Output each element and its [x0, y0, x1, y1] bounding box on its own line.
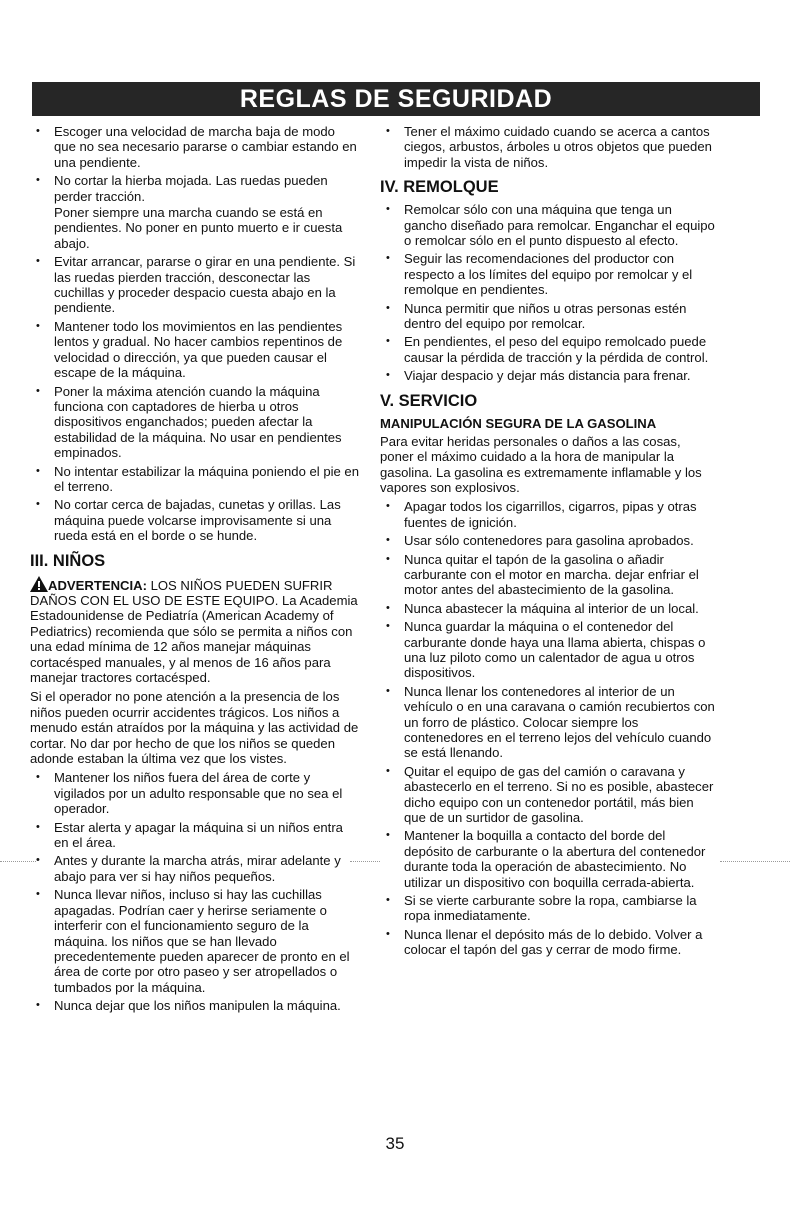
fold-line-right: [720, 861, 790, 862]
list-item: • Nunca guardar la máquina o el contenedor del carburante donde haya una llama abierta, chispas o una luz piloto como un calentador de agua u otros dispositivos.: [380, 619, 715, 681]
continuation-text: Poner siempre una marcha cuando se está en pendientes. No poner en punto muerto e ir cuesta abajo.: [54, 205, 343, 251]
title-banner: [32, 82, 760, 116]
bullet-list: [380, 124, 715, 170]
list-item: • Si se vierte carburante sobre la ropa, cambiarse la ropa inmediatamente.: [380, 893, 715, 924]
list-item: • No cortar la hierba mojada. Las ruedas pueden perder tracción.: [30, 173, 360, 204]
list-item: • Nunca permitir que niños u otras personas estén dentro del equipo por remolcar.: [380, 301, 715, 332]
list-item: • No intentar estabilizar la máquina poniendo el pie en el terreno.: [30, 464, 360, 495]
list-item: • Usar sólo contenedores para gasolina aprobados.: [380, 533, 715, 548]
warning-text: LOS NIÑOS PUEDEN SUFRIR DAÑOS CON EL USO DE ESTE EQUIPO. La Academia Estadounidense de Pediatría (American Academy of Pediatrics) recomienda que sólo se permita a niños con una edad mínima de 12 años manejar máquinas cortacésped manuales, y al menos de 16 años para manejar tractores cortacésped.: [30, 577, 358, 685]
list-item: • Nunca llenar los contenedores al interior de un vehículo o en una caravana o camión recubiertos con un forro de plástico. Colocar siempre los contenedores en el terreno lejos del vehículo cuando se está llenando.: [380, 684, 715, 761]
bullet-list: [380, 202, 715, 383]
list-item: • Viajar despacio y dejar más distancia para frenar.: [380, 368, 715, 383]
page-title: REGLAS DE SEGURIDAD: [239, 84, 553, 113]
list-item: • Tener el máximo cuidado cuando se acerca a cantos ciegos, arbustos, árboles u otros objetos que pueden impedir la vista de niños.: [380, 124, 715, 170]
list-item: • Nunca abastecer la máquina al interior de un local.: [380, 601, 715, 616]
subsection-heading: MANIPULACIÓN SEGURA DE LA GASOLINA: [380, 415, 657, 431]
list-item: • En pendientes, el peso del equipo remolcado puede causar la pérdida de tracción y la pérdida de control.: [380, 334, 715, 365]
list-item: • Mantener la boquilla a contacto del borde del depósito de carburante o la abertura del contenedor durante toda la operación de abastecimiento. No utilizar un dispositivo con boquilla cerrada-abierta.: [380, 828, 715, 890]
list-item: • Nunca quitar el tapón de la gasolina o añadir carburante con el motor en marcha. dejar enfriar el motor antes del abastecimiento de la gasolina.: [380, 552, 715, 598]
page-number: 35: [385, 1134, 405, 1153]
bullet-list: [30, 254, 360, 543]
list-item: • Escoger una velocidad de marcha baja de modo que no sea necesario pararse o cambiar estando en una pendiente.: [30, 124, 360, 170]
list-item: • Nunca dejar que los niños manipulen la máquina.: [30, 998, 360, 1013]
list-item: • Remolcar sólo con una máquina que tenga un gancho diseñado para remolcar. Enganchar el equipo o remolcar sólo en el punto dispuesto al efecto.: [380, 202, 715, 248]
bullet-list: [30, 770, 360, 1013]
list-item: • Estar alerta y apagar la máquina si un niños entra en el área.: [30, 820, 360, 851]
list-item: • Nunca llevar niños, incluso si hay las cuchillas apagadas. Podrían caer y herirse seriamente o interferir con el funcionamiento seguro de la máquina. los niños que se han llevado precedentemente pueden aparecer de pronto en el área de corte por otro paseo y ser atropellados o tumbados por la máquina.: [30, 887, 360, 995]
bullet-list: [380, 499, 715, 957]
section-heading-ninos: III. NIÑOS: [30, 551, 106, 570]
list-item: • Apagar todos los cigarrillos, cigarros, pipas y otras fuentes de ignición.: [380, 499, 715, 530]
warning-triangle-icon: [30, 576, 48, 592]
list-item: • Poner la máxima atención cuando la máquina funciona con captadores de hierba u otros dispositivos enganchados; pueden afectar la estabilidad de la máquina. No usar en pendientes empinados.: [30, 384, 360, 461]
list-item: • Quitar el equipo de gas del camión o caravana y abastecerlo en el terreno. Si no es posible, abastecer dicho equipo con un contenedor portátil, más bien que de un surtidor de gasolina.: [380, 764, 715, 826]
list-item: • Nunca llenar el depósito más de lo debido. Volver a colocar el tapón del gas y cerrar de modo firme.: [380, 927, 715, 958]
list-item: • Antes y durante la marcha atrás, mirar adelante y abajo para ver si hay niños pequeños.: [30, 853, 360, 884]
list-item: • Mantener los niños fuera del área de corte y vigilados por un adulto responsable que no sea el operador.: [30, 770, 360, 816]
list-item: • Evitar arrancar, pararse o girar en una pendiente. Si las ruedas pierden tracción, desconectar las cuchillas y proceder despacio cuesta abajo en la pendiente.: [30, 254, 360, 316]
section-heading-servicio: V. SERVICIO: [380, 391, 478, 410]
list-item: • Seguir las recomendaciones del productor con respecto a los límites del equipo por remolcar y el remolque en pendientes.: [380, 251, 715, 297]
paragraph: Para evitar heridas personales o daños a las cosas, poner el máximo cuidado a la hora de manipular la gasolina. La gasolina es extremamente inflamable y los vapores son explosivos.: [380, 433, 702, 495]
left-column: [30, 124, 360, 1017]
section-heading-remolque: IV. REMOLQUE: [380, 178, 499, 197]
right-column: [380, 124, 715, 961]
paragraph: Si el operador no pone atención a la presencia de los niños pueden ocurrir accidentes trágicos. Los niños a menudo están atraídos por la máquina y las actividad de cortar. No dar por hecho de que los niños se queden adonde estaban la última vez que los vistes.: [30, 689, 359, 767]
list-item: • No cortar cerca de bajadas, cunetas y orillas. Las máquina puede volcarse improvisamente si una rueda está en el borde o se hunde.: [30, 497, 360, 543]
warning-block: [30, 576, 360, 686]
list-item: • Mantener todo los movimientos en las pendientes lentos y gradual. No hacer cambios repentinos de velocidad o dirección, ya que pueden causar el escape de la máquina.: [30, 319, 360, 381]
warning-label: ADVERTENCIA:: [48, 577, 147, 593]
bullet-list: [30, 124, 360, 204]
